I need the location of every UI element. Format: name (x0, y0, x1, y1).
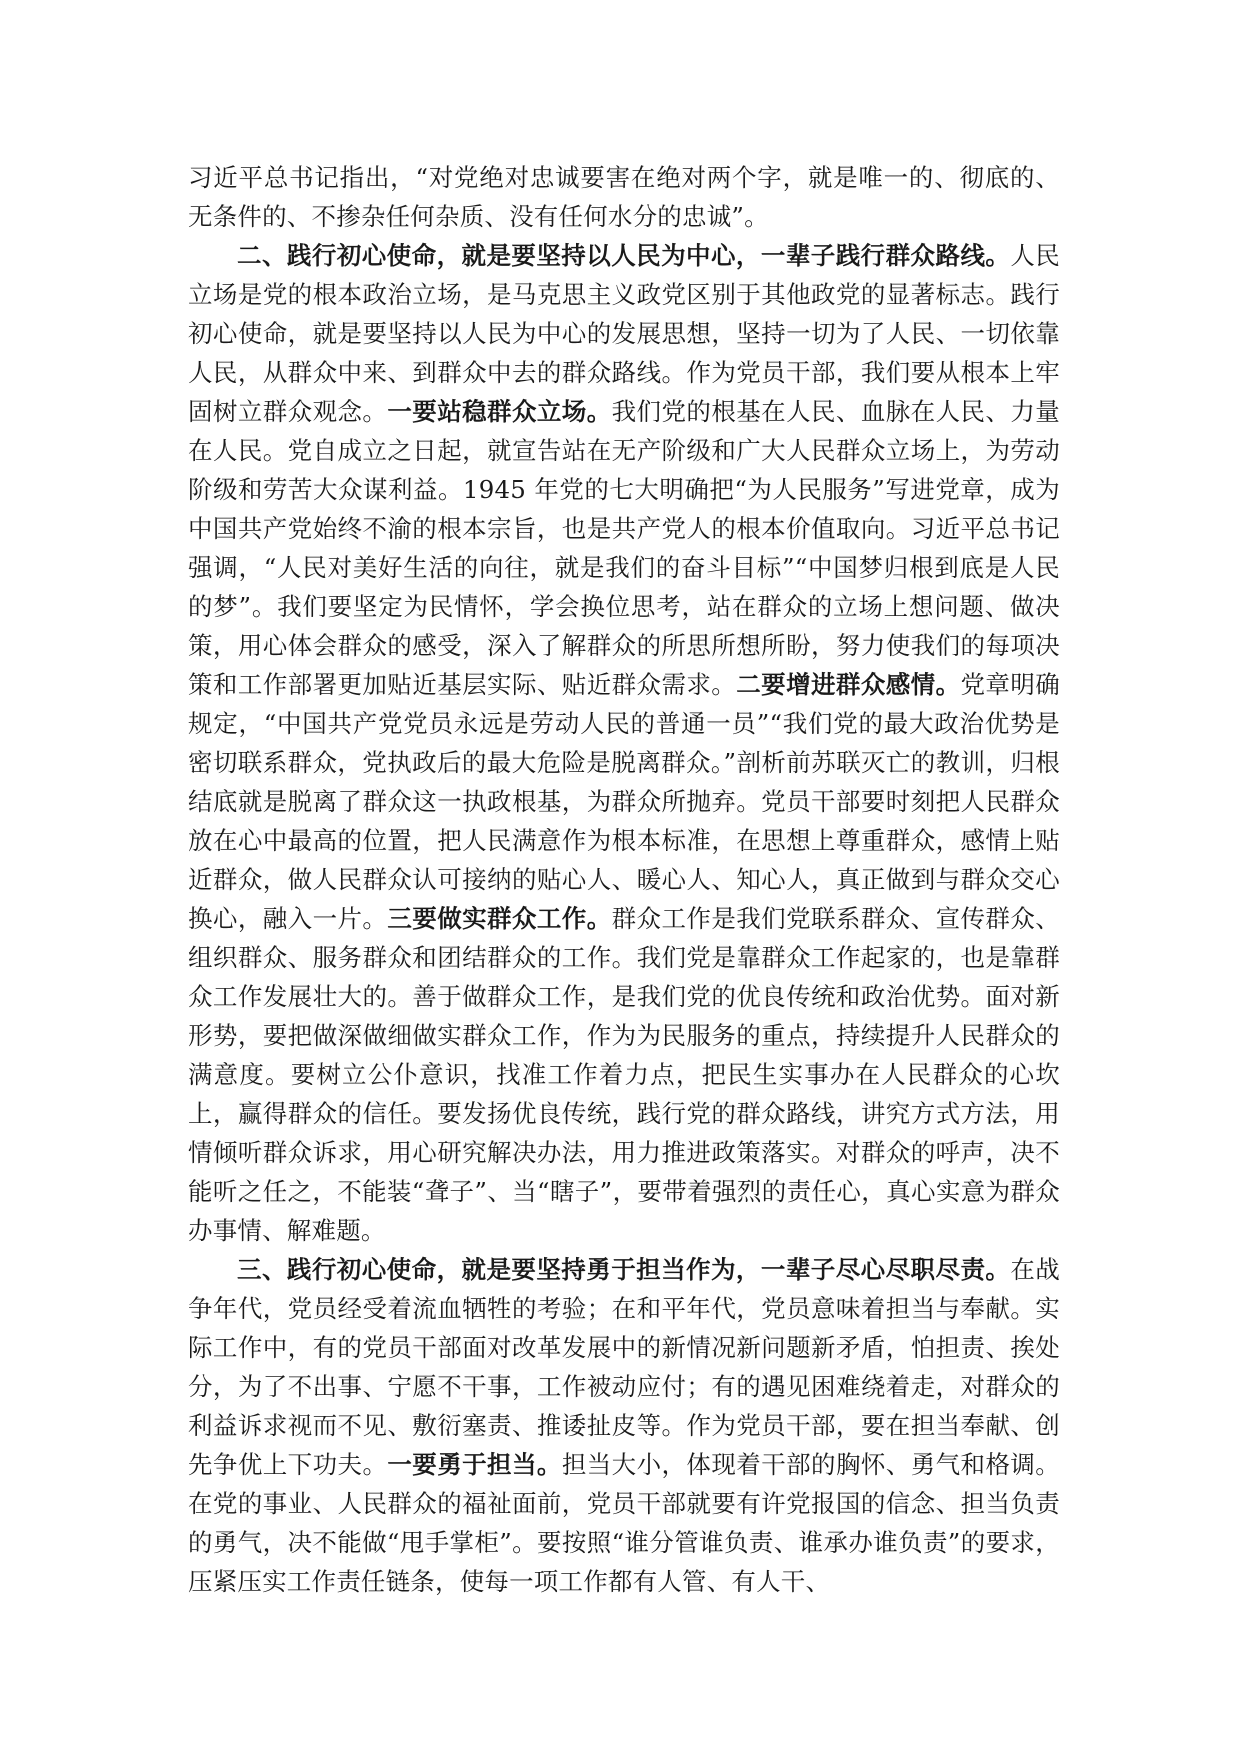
paragraph-section-three (188, 1250, 1060, 1601)
text-run: 人民立场是党的根本政治立场，是马克思主义政党区别于其他政党的显著标志。践行初心使命，就是要坚持以人民为中心的发展思想，坚持一切为了人民、一切依靠人民，从群众中来、到群众中去的群众路线。作为党员干部，我们要从根本上牢固树立群众观念。 (188, 241, 1060, 426)
text-run: 在战争年代，党员经受着流血牺牲的考验；在和平年代，党员意味着担当与奉献。实际工作中，有的党员干部面对改革发展中的新情况新问题新矛盾，怕担责、挨处分，为了不出事、宁愿不干事，工作被动应付；有的遇见困难绕着走，对群众的利益诉求视而不见、敷衍塞责、推诿扯皮等。作为党员干部，要在担当奉献、创先争优上下功夫。 (188, 1255, 1060, 1479)
paragraph-loyalty-quote (188, 158, 1060, 236)
text-run: 群众工作是我们党联系群众、宣传群众、组织群众、服务群众和团结群众的工作。我们党是靠群众工作起家的，也是靠群众工作发展壮大的。善于做群众工作，是我们党的优良传统和政治优势。面对新形势，要把做深做细做实群众工作，作为为民服务的重点，持续提升人民群众的满意度。要树立公仆意识，找准工作着力点，把民生实事办在人民群众的心坎上，赢得群众的信任。要发扬优良传统，践行党的群众路线，讲究方式方法，用情倾听群众诉求，用心研究解决办法，用力推进政策落实。对群众的呼声，决不能听之任之，不能装“聋子”、当“瞎子”，要带着强烈的责任心，真心实意为群众办事情、解难题。 (188, 904, 1060, 1245)
paragraph-section-two (188, 236, 1060, 1250)
section-heading-three: 三、践行初心使命，就是要坚持勇于担当作为，一辈子尽心尽职尽责。 (237, 1255, 1011, 1284)
text-run: 党章明确规定，“中国共产党党员永远是劳动人民的普通一员”“我们党的最大政治优势是密切联系群众，党执政后的最大危险是脱离群众。”剖析前苏联灭亡的教训，归根结底就是脱离了群众这一执政根基，为群众所抛弃。党员干部要时刻把人民群众放在心中最高的位置，把人民满意作为根本标准，在思想上尊重群众，感情上贴近群众，做人民群众认可接纳的贴心人、暖心人、知心人，真正做到与群众交心换心，融入一片。 (188, 670, 1060, 933)
document-page (188, 158, 1060, 1601)
text-run: 担当大小，体现着干部的胸怀、勇气和格调。在党的事业、人民群众的福祉面前，党员干部就要有许党报国的信念、担当负责的勇气，决不能做“甩手掌柜”。要按照“谁分管谁负责、谁承办谁负责”的要求，压紧压实工作责任链条，使每一项工作都有人管、有人干、 (188, 1450, 1061, 1596)
section-heading-two: 二、践行初心使命，就是要坚持以人民为中心，一辈子践行群众路线。 (237, 241, 1011, 270)
subpoint-heading: 一要站稳群众立场。 (387, 397, 612, 426)
text-run: 习近平总书记指出，“对党绝对忠诚要害在绝对两个字，就是唯一的、彻底的、无条件的、不掺杂任何杂质、没有任何水分的忠诚”。 (188, 163, 1060, 231)
subpoint-heading: 一要勇于担当。 (387, 1450, 562, 1479)
subpoint-heading: 二要增进群众感情。 (736, 670, 961, 699)
text-run: 我们党的根基在人民、血脉在人民、力量在人民。党自成立之日起，就宣告站在无产阶级和广大人民群众立场上，为劳动阶级和劳苦大众谋利益。1945 年党的七大明确把“为人民服务”写进党章，成为中国共产党始终不渝的根本宗旨，也是共产党人的根本价值取向。习近平总书记强调，“人民对美好生活的向往，就是我们的奋斗目标”“中国梦归根到底是人民的梦”。我们要坚定为民情怀，学会换位思考，站在群众的立场上想问题、做决策，用心体会群众的感受，深入了解群众的所思所想所盼，努力使我们的每项决策和工作部署更加贴近基层实际、贴近群众需求。 (188, 397, 1060, 699)
subpoint-heading: 三要做实群众工作。 (387, 904, 612, 933)
